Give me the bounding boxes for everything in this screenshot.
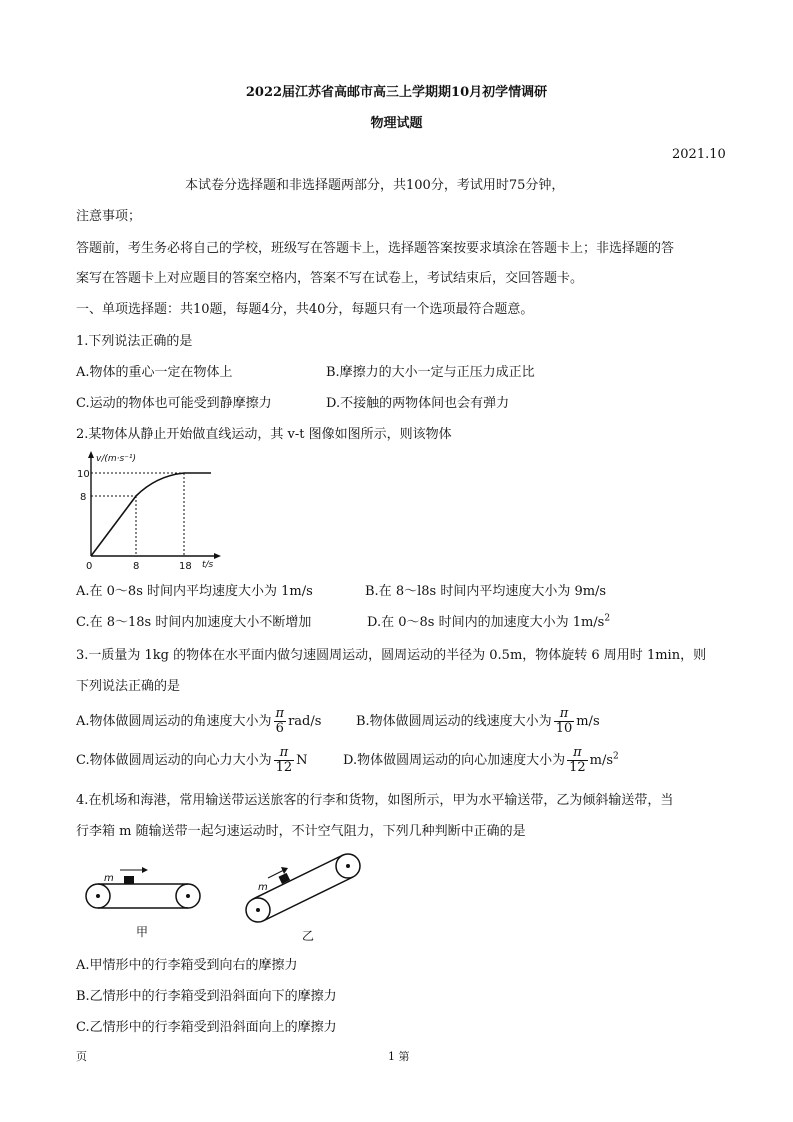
q3-option-b [356, 704, 600, 740]
notice-title: 注意事项； [76, 209, 142, 224]
mass-label-b: m [258, 882, 268, 893]
q2-option-b: B.在 8～l8s 时间内平均速度大小为 9m/s [365, 584, 607, 599]
q1-option-c: C.运动的物体也可能受到静摩擦力 [76, 396, 272, 411]
horizontal-conveyor [86, 867, 200, 939]
document-subtitle: 物理试题 [370, 116, 423, 131]
q3-option-a [76, 704, 321, 740]
q3-option-c-text: C.物体做圆周运动的向心力大小为 [76, 753, 272, 768]
q2-option-c: C.在 8～18s 时间内加速度大小不断增加 [76, 615, 312, 630]
y-tick-10: 10 [77, 469, 90, 480]
q4-option-a: A.甲情形中的行李箱受到向右的摩擦力 [76, 958, 298, 973]
y-axis-label: v/(m·s⁻¹) [96, 454, 137, 464]
luggage-box-icon [124, 876, 134, 884]
q3-option-b-fraction: $\frac{\pi}{10}$ [555, 706, 573, 736]
q3-option-d-unit: m/s [589, 753, 614, 768]
q1-stem: 1.下列说法正确的是 [76, 334, 193, 349]
intro-line: 本试卷分选择题和非选择题两部分，共100分，考试用时75分钟， [185, 178, 565, 193]
q2-option-a: A.在 0～8s 时间内平均速度大小为 1m/s [76, 584, 313, 599]
velocity-arrow-a-icon [142, 867, 148, 873]
q2-option-d-text: D.在 0～8s 时间内的加速度大小为 1m/s [367, 615, 605, 630]
fig-label-yi: 乙 [302, 929, 315, 943]
document-date: 2021.10 [672, 147, 726, 162]
mass-label-a: m [104, 873, 114, 884]
q3-option-a-text: A.物体做圆周运动的角速度大小为 [76, 714, 272, 729]
q2-option-d-sup: 2 [604, 613, 611, 624]
q4-option-c: C.乙情形中的行李箱受到沿斜面向上的摩擦力 [76, 1020, 337, 1035]
q2-stem: 2.某物体从静止开始做直线运动，其 v-t 图像如图所示，则该物体 [76, 427, 452, 442]
q1-option-b: B.摩擦力的大小一定与正压力成正比 [326, 365, 535, 380]
q3-option-c [76, 743, 308, 779]
notice-line-1: 答题前，考生务必将自己的学校，班级写在答题卡上，选择题答案按要求填涂在答题卡上；非选择题的答 [76, 241, 675, 256]
q3-option-b-text: B.物体做圆周运动的线速度大小为 [356, 714, 552, 729]
vt-curve-segment [136, 473, 184, 496]
q4-stem-line-2: 行李箱 m 随输送带一起匀速运动时，不计空气阻力，下列几种判断中正确的是 [76, 824, 526, 839]
notice-line-2: 案写在答题卡上对应题目的答案空格内，答案不写在试卷上，考试结束后，交回答题卡。 [76, 271, 584, 286]
footer-left: 页 [76, 1050, 87, 1063]
footer-page-number: 1 第 [388, 1050, 410, 1063]
section-heading: 一、单项选择题：共10题，每题4分，共40分，每题只有一个选项最符合题意。 [76, 302, 534, 317]
x-axis-label: t/s [202, 560, 214, 570]
q2-option-d [367, 614, 610, 632]
q3-option-c-unit: N [296, 753, 308, 768]
q1-option-a: A.物体的重心一定在物体上 [76, 365, 233, 380]
q3-stem-line-1: 3.一质量为 1kg 的物体在水平面内做匀速圆周运动，圆周运动的半径为 0.5m，物体旋转 6 周用时 1min，则 [76, 648, 707, 663]
y-axis-arrow-icon [88, 451, 94, 458]
q1-option-d: D.不接触的两物体间也会有弹力 [326, 396, 510, 411]
x-axis-arrow-icon [214, 553, 221, 559]
vt-curve [91, 496, 136, 556]
q3-option-d [343, 743, 619, 779]
document-title: 2022届江苏省高邮市高三上学期期10月初学情调研 [245, 85, 548, 100]
x-tick-18: 18 [179, 561, 192, 572]
inclined-conveyor [246, 854, 360, 943]
q3-option-d-fraction: $\frac{\pi}{12}$ [569, 745, 586, 775]
q3-option-a-fraction: $\frac{\pi}{6}$ [275, 706, 285, 736]
q3-option-d-sup: 2 [613, 751, 619, 762]
x-tick-8: 8 [133, 561, 140, 572]
q3-option-c-fraction: $\frac{\pi}{12}$ [275, 745, 293, 775]
q4-option-b: B.乙情形中的行李箱受到沿斜面向下的摩擦力 [76, 989, 337, 1004]
fig-label-jia: 甲 [136, 925, 149, 939]
q4-stem-line-1: 4.在机场和海港，常用输送带运送旅客的行李和货物，如图所示，甲为水平输送带，乙为倾斜输送带，当 [76, 793, 674, 808]
q3-option-b-unit: m/s [576, 714, 600, 729]
conveyor-figure [70, 848, 370, 948]
q3-option-d-text: D.物体做圆周运动的向心加速度大小为 [343, 753, 566, 768]
x-tick-0: 0 [86, 561, 93, 572]
y-tick-8: 8 [80, 492, 87, 503]
q3-stem-line-2: 下列说法正确的是 [76, 679, 181, 694]
vt-graph [76, 448, 226, 573]
q3-option-a-unit: rad/s [288, 714, 322, 729]
